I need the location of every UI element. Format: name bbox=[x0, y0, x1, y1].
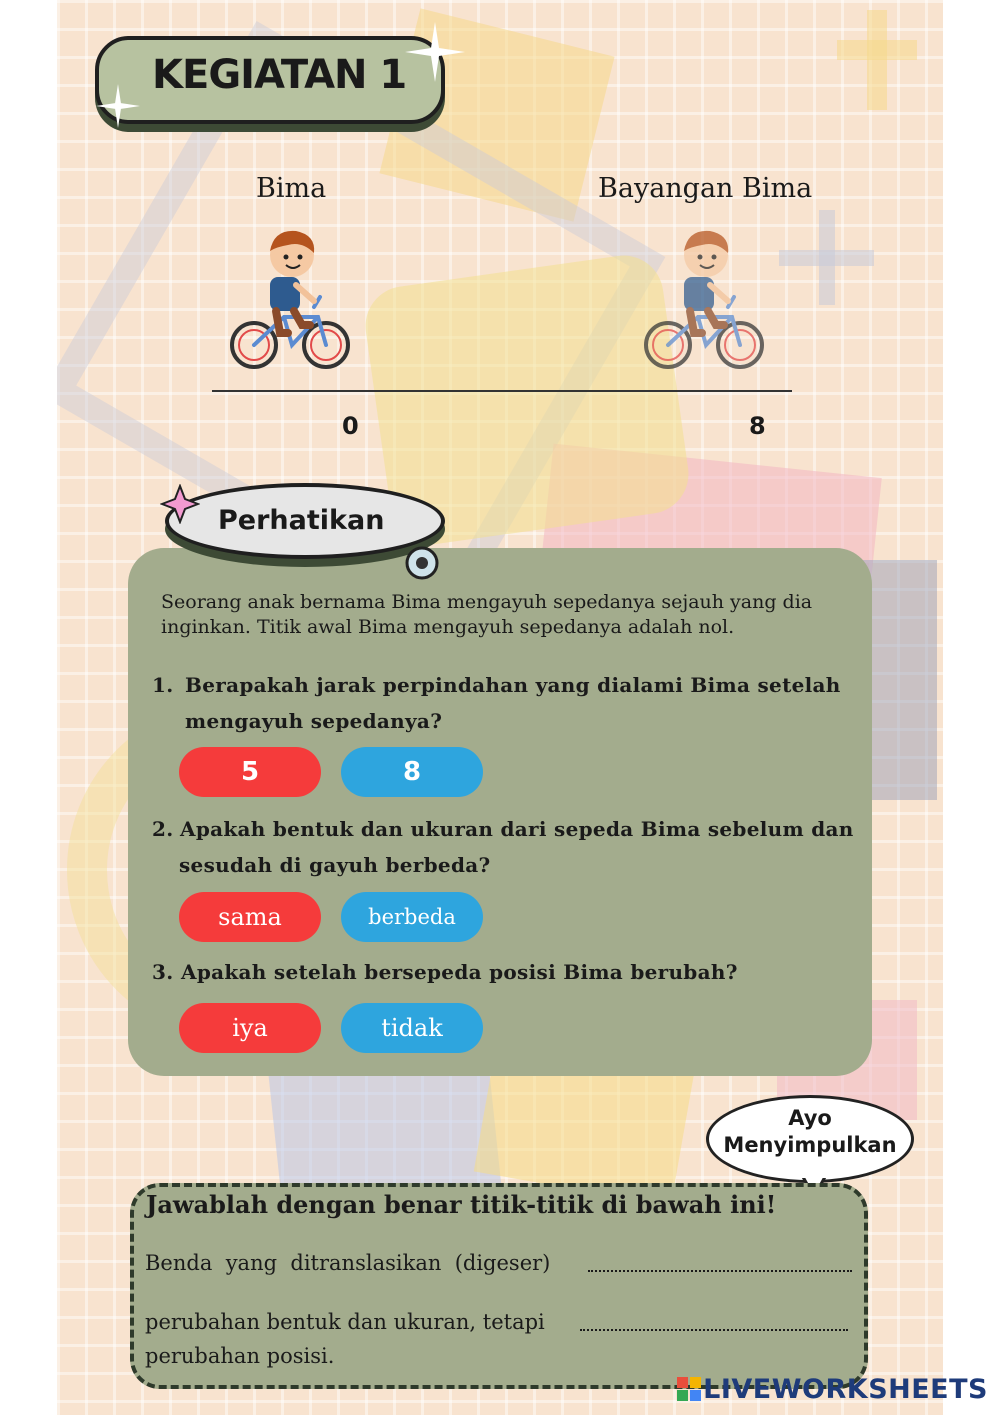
liveworksheets-logo-icon bbox=[677, 1377, 701, 1401]
bubble-line-1: Ayo bbox=[788, 1106, 832, 1130]
question-3-number: 3. bbox=[152, 960, 174, 984]
number-line bbox=[212, 390, 792, 392]
page-title: KEGIATAN 1 bbox=[152, 52, 407, 98]
bubble-line-2: Menyimpulkan bbox=[723, 1133, 897, 1158]
conclusion-sentence-1: Benda yang ditranslasikan (digeser) bbox=[145, 1251, 551, 1275]
q3-option-iya-button[interactable]: iya bbox=[179, 1003, 321, 1053]
sparkle-icon bbox=[96, 84, 140, 128]
tick-label-end: 8 bbox=[749, 412, 766, 440]
sparkle-icon bbox=[405, 22, 465, 82]
bg-plus-yellow-v bbox=[867, 10, 887, 110]
question-2-number: 2. bbox=[152, 817, 174, 841]
question-1-line-2: mengayuh sepedanya? bbox=[185, 709, 443, 733]
liveworksheets-logo[interactable] bbox=[677, 1374, 988, 1405]
star-icon bbox=[160, 484, 200, 524]
bg-plus-grey-v bbox=[819, 210, 835, 305]
q1-option-5-button[interactable]: 5 bbox=[179, 747, 321, 797]
question-1-number: 1. bbox=[152, 673, 174, 697]
bima-label: Bima bbox=[256, 173, 327, 204]
intro-text: Seorang anak bernama Bima mengayuh sepedanya sejauh yang dia inginkan. Titik awal Bima mengayuh sepedanya adalah nol. bbox=[161, 591, 813, 638]
q1-option-8-button[interactable]: 8 bbox=[341, 747, 483, 797]
tick-label-start: 0 bbox=[342, 412, 359, 440]
q2-option-sama-button[interactable]: sama bbox=[179, 892, 321, 942]
conclusion-instruction: Jawablah dengan benar titik-titik di bawah ini! bbox=[146, 1190, 777, 1219]
question-1-line-1: Berapakah jarak perpindahan yang dialami Bima setelah bbox=[185, 673, 841, 697]
liveworksheets-brand-text: LIVEWORKSHEETS bbox=[703, 1374, 988, 1405]
perhatikan-title: Perhatikan bbox=[218, 505, 385, 536]
question-2-line-2: sesudah di gayuh berbeda? bbox=[179, 853, 491, 877]
blank-2-input[interactable] bbox=[580, 1305, 852, 1333]
conclusion-sentence-2a: perubahan bentuk dan ukuran, tetapi bbox=[145, 1310, 545, 1334]
q3-option-tidak-button[interactable]: tidak bbox=[341, 1003, 483, 1053]
conclusion-sentence-2b: perubahan posisi. bbox=[145, 1344, 335, 1368]
boy-on-bicycle-illustration bbox=[222, 225, 357, 380]
boy-on-bicycle-shadow-illustration bbox=[636, 225, 771, 380]
q2-option-berbeda-button[interactable]: berbeda bbox=[341, 892, 483, 942]
blank-1-input[interactable] bbox=[588, 1246, 856, 1274]
pin-icon bbox=[404, 545, 440, 581]
bayangan-bima-label: Bayangan Bima bbox=[598, 173, 813, 204]
question-2-line-1: Apakah bentuk dan ukuran dari sepeda Bima sebelum dan bbox=[180, 817, 854, 841]
bubble-text bbox=[706, 1105, 914, 1160]
question-3-line-1: Apakah setelah bersepeda posisi Bima berubah? bbox=[181, 960, 738, 984]
